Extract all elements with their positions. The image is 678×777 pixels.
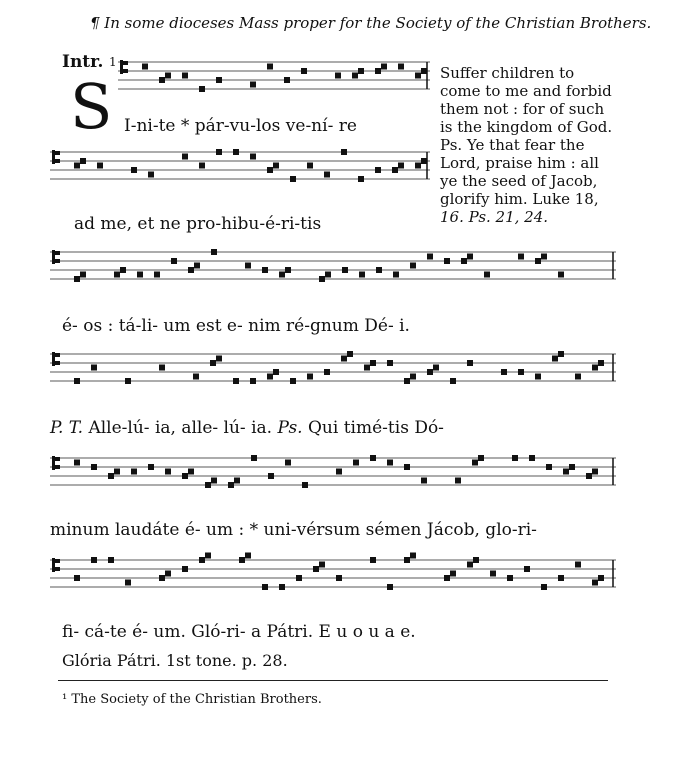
neume — [518, 254, 524, 260]
neume — [125, 378, 131, 384]
neume — [216, 149, 222, 155]
neume — [307, 163, 313, 169]
neume — [444, 575, 450, 581]
neume — [421, 68, 427, 74]
neume — [251, 455, 257, 461]
neume — [233, 378, 239, 384]
neume — [188, 469, 194, 475]
neume — [358, 68, 364, 74]
paschal-time-marker: P. T. — [50, 418, 84, 438]
neume — [80, 272, 86, 278]
neume — [524, 566, 530, 572]
neume — [91, 557, 97, 563]
neume — [575, 562, 581, 568]
neume — [171, 258, 177, 264]
neume — [74, 378, 80, 384]
neume — [97, 163, 103, 169]
neume — [108, 473, 114, 479]
neume — [296, 575, 302, 581]
neume — [165, 73, 171, 79]
clef-icon — [52, 558, 60, 572]
neume — [427, 254, 433, 260]
neume — [478, 455, 484, 461]
neume — [142, 64, 148, 70]
neume — [467, 562, 473, 568]
neume — [165, 571, 171, 577]
neume — [404, 464, 410, 470]
neume — [353, 460, 359, 466]
neume — [279, 584, 285, 590]
neume — [455, 478, 461, 484]
neume — [194, 263, 200, 269]
neume — [285, 460, 291, 466]
neume — [188, 267, 194, 273]
neume — [364, 365, 370, 371]
neume — [267, 64, 273, 70]
neume — [586, 473, 592, 479]
neume — [421, 478, 427, 484]
translation-line: Lord, praise him : all — [440, 154, 599, 172]
translation-line: is the kingdom of God. — [440, 118, 613, 136]
neume — [182, 73, 188, 79]
neume — [415, 73, 421, 79]
neume — [563, 469, 569, 475]
neume — [250, 154, 256, 160]
neume — [392, 167, 398, 173]
neume — [74, 460, 80, 466]
neume — [120, 267, 126, 273]
neume — [273, 163, 279, 169]
neume — [546, 464, 552, 470]
neume — [473, 557, 479, 563]
neume — [558, 351, 564, 357]
clef-icon — [120, 60, 128, 74]
clef-icon — [52, 456, 60, 470]
lyric-line-3: é- os : tá-li- um est e- nim ré-gnum Dé- i. — [62, 316, 410, 336]
neume — [404, 557, 410, 563]
neume — [285, 267, 291, 273]
neume — [245, 553, 251, 559]
introit-label: Intr. — [62, 52, 104, 72]
lyric-text: Alle-lú- ia, alle- lú- ia. — [88, 418, 273, 438]
neume — [137, 272, 143, 278]
neume — [467, 254, 473, 260]
neume — [165, 469, 171, 475]
neume — [558, 575, 564, 581]
translation — [440, 64, 616, 226]
translation-line: Suffer children to — [440, 64, 575, 82]
neume — [159, 77, 165, 83]
neume — [598, 360, 604, 366]
neume — [131, 167, 137, 173]
translation-line: them not : for of such — [440, 100, 605, 118]
neume — [284, 77, 290, 83]
neume — [301, 68, 307, 74]
staff-1 — [118, 58, 430, 98]
neume — [148, 172, 154, 178]
neume — [507, 575, 513, 581]
neume — [114, 469, 120, 475]
neume — [336, 469, 342, 475]
neume — [148, 464, 154, 470]
staff-3 — [50, 248, 616, 288]
neume — [159, 365, 165, 371]
neume — [575, 374, 581, 380]
staff-6 — [50, 556, 616, 596]
neume — [216, 77, 222, 83]
neume — [472, 460, 478, 466]
neume — [370, 455, 376, 461]
neume — [341, 149, 347, 155]
staff-5 — [50, 454, 616, 494]
staff-2 — [50, 148, 430, 188]
footnote: ¹ The Society of the Christian Brothers. — [62, 692, 322, 707]
neume — [535, 258, 541, 264]
translation-line: glorify him. Luke 18, — [440, 190, 599, 208]
neume — [410, 553, 416, 559]
neume — [211, 478, 217, 484]
neume — [433, 365, 439, 371]
neume — [239, 557, 245, 563]
neume — [398, 163, 404, 169]
lyric-line-6: fi- cá-te é- um. Gló-ri- a Pátri. E u o u a e. — [62, 622, 416, 642]
neume — [387, 460, 393, 466]
neume — [381, 64, 387, 70]
neume — [216, 356, 222, 362]
footnote-divider — [58, 680, 608, 681]
neume — [131, 469, 137, 475]
psalm-marker: Ps. — [277, 418, 303, 438]
neume — [387, 584, 393, 590]
lyric-text: Qui timé-tis Dó- — [308, 418, 444, 438]
neume — [512, 455, 518, 461]
neume — [592, 365, 598, 371]
clef-icon — [52, 250, 60, 264]
neume — [279, 272, 285, 278]
neume — [205, 482, 211, 488]
lyric-line-5: minum laudáte é- um : * uni-vérsum sémen Jácob, glo-ri- — [50, 520, 537, 540]
rubric: ¶ In some dioceses Mass proper for the Society of the Christian Brothers. — [90, 14, 652, 32]
neume — [461, 258, 467, 264]
neume — [541, 254, 547, 260]
neume — [199, 557, 205, 563]
neume — [307, 374, 313, 380]
neume — [347, 351, 353, 357]
neume — [211, 249, 217, 255]
neume — [91, 464, 97, 470]
neume — [529, 455, 535, 461]
neume — [359, 272, 365, 278]
introit-mode: 1 — [109, 55, 117, 69]
gloria-note: Glória Pátri. 1st tone. p. 28. — [62, 651, 288, 670]
neume — [324, 369, 330, 375]
neume — [193, 374, 199, 380]
neume — [393, 272, 399, 278]
neume — [182, 473, 188, 479]
neume — [273, 369, 279, 375]
neume — [114, 272, 120, 278]
neume — [91, 365, 97, 371]
neume — [290, 176, 296, 182]
neume — [558, 272, 564, 278]
neume — [387, 360, 393, 366]
neume — [501, 369, 507, 375]
neume — [267, 374, 273, 380]
neume — [233, 149, 239, 155]
neume — [325, 272, 331, 278]
neume — [182, 154, 188, 160]
neume — [262, 267, 268, 273]
neume — [268, 473, 274, 479]
neume — [250, 82, 256, 88]
translation-line: Ps. Ye that fear the — [440, 136, 585, 154]
neume — [410, 263, 416, 269]
neume — [324, 172, 330, 178]
neume — [290, 378, 296, 384]
neume — [467, 360, 473, 366]
neume — [74, 575, 80, 581]
lyric-line-4 — [50, 418, 620, 438]
neume — [154, 272, 160, 278]
translation-line: come to me and forbid — [440, 82, 612, 100]
translation-line: ye the seed of Jacob, — [440, 172, 598, 190]
neume — [210, 360, 216, 366]
neume — [199, 163, 205, 169]
neume — [302, 482, 308, 488]
lyric-line-1: I-ni-te * pár-vu-los ve-ní- re — [124, 116, 357, 136]
neume — [376, 267, 382, 273]
neume — [410, 374, 416, 380]
neume — [404, 378, 410, 384]
neume — [375, 68, 381, 74]
neume — [80, 158, 86, 164]
lyric-line-2: ad me, et ne pro-hibu-é-ri-tis — [74, 214, 322, 234]
neume — [313, 566, 319, 572]
neume — [450, 571, 456, 577]
neume — [484, 272, 490, 278]
neume — [336, 575, 342, 581]
clef-icon — [52, 150, 60, 164]
neume — [341, 356, 347, 362]
neume — [415, 163, 421, 169]
neume — [182, 566, 188, 572]
neume — [421, 158, 427, 164]
neume — [199, 86, 205, 92]
neume — [352, 73, 358, 79]
neume — [569, 464, 575, 470]
neume — [490, 571, 496, 577]
neume — [319, 276, 325, 282]
neume — [74, 163, 80, 169]
neume — [125, 580, 131, 586]
neume — [267, 167, 273, 173]
neume — [335, 73, 341, 79]
staff-4 — [50, 350, 616, 390]
neume — [358, 176, 364, 182]
neume — [541, 584, 547, 590]
neume — [398, 64, 404, 70]
neume — [592, 580, 598, 586]
neume — [245, 263, 251, 269]
neume — [250, 378, 256, 384]
neume — [592, 469, 598, 475]
neume — [518, 369, 524, 375]
neume — [427, 369, 433, 375]
neume — [319, 562, 325, 568]
neume — [552, 356, 558, 362]
neume — [444, 258, 450, 264]
neume — [159, 575, 165, 581]
translation-line: 16. Ps. 21, 24. — [440, 208, 549, 226]
neume — [108, 557, 114, 563]
initial-letter: S — [70, 70, 113, 143]
neume — [74, 276, 80, 282]
neume — [370, 557, 376, 563]
clef-icon — [52, 352, 60, 366]
neume — [205, 553, 211, 559]
neume — [228, 482, 234, 488]
neume — [375, 167, 381, 173]
neume — [535, 374, 541, 380]
neume — [342, 267, 348, 273]
neume — [234, 478, 240, 484]
neume — [598, 575, 604, 581]
neume — [262, 584, 268, 590]
neume — [450, 378, 456, 384]
neume — [370, 360, 376, 366]
